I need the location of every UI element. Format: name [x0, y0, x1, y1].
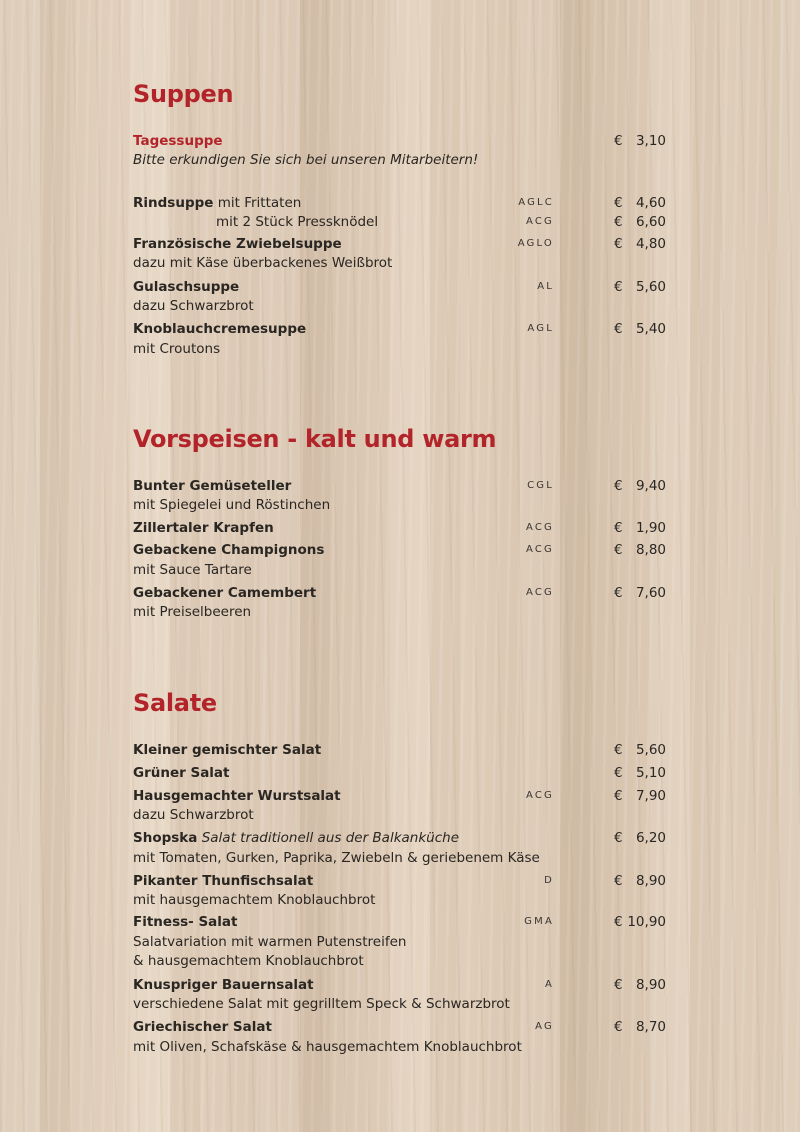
- allergen-codes: GMA: [524, 916, 554, 927]
- item-price: 7,60: [635, 585, 666, 601]
- menu-item-thunfischsalat: [133, 872, 313, 890]
- item-description: mit Sauce Tartare: [133, 562, 252, 578]
- item-name: Pikanter Thunfischsalat: [133, 873, 314, 889]
- menu-item-gemueseteller: [133, 477, 291, 495]
- currency: €: [614, 236, 623, 252]
- menu-item-champignons: [133, 541, 324, 559]
- item-name: Kleiner gemischter Salat: [133, 742, 322, 758]
- currency: €: [614, 788, 623, 804]
- menu-item-gruener-salat: [133, 764, 230, 782]
- menu-item-camembert: [133, 584, 316, 602]
- item-price: 4,60: [635, 195, 666, 211]
- menu-item-rindsuppe: [133, 194, 301, 212]
- currency: €: [614, 279, 623, 295]
- currency: €: [614, 765, 623, 781]
- section-heading-vorspeisen: Vorspeisen - kalt und warm: [133, 425, 497, 453]
- currency: €: [614, 830, 623, 846]
- item-price: 10,90: [627, 914, 666, 930]
- allergen-codes: A: [544, 979, 554, 990]
- menu-item-bauernsalat: [133, 976, 314, 994]
- item-price: 7,90: [635, 788, 666, 804]
- currency: €: [614, 520, 623, 536]
- currency: €: [614, 195, 623, 211]
- item-price: 3,10: [635, 133, 666, 149]
- item-name: Knoblauchcremesuppe: [133, 321, 307, 337]
- item-variant: mit 2 Stück Pressknödel: [216, 214, 379, 230]
- currency: €: [614, 585, 623, 601]
- currency: €: [614, 542, 623, 558]
- item-name: Gebackener Camembert: [133, 585, 317, 601]
- item-subtitle: Salat traditionell aus der Balkanküche: [201, 830, 460, 846]
- menu-item-knoblauchcremesuppe: [133, 320, 306, 338]
- currency: €: [614, 742, 623, 758]
- item-name: Knuspriger Bauernsalat: [133, 977, 314, 993]
- item-description: mit hausgemachtem Knoblauchbrot: [133, 892, 376, 908]
- currency: €: [614, 133, 623, 149]
- item-name: Zillertaler Krapfen: [133, 520, 274, 536]
- item-name: Griechischer Salat: [133, 1019, 272, 1035]
- item-price: 6,60: [635, 214, 666, 230]
- allergen-codes: AGLO: [517, 238, 554, 249]
- item-variant: mit Frittaten: [217, 195, 302, 211]
- item-description: mit Spiegelei und Röstinchen: [133, 497, 331, 513]
- item-price: 8,80: [635, 542, 666, 558]
- item-price: 8,70: [635, 1019, 666, 1035]
- currency: €: [614, 977, 623, 993]
- item-name: Bunter Gemüseteller: [133, 478, 292, 494]
- item-description: mit Oliven, Schafskäse & hausgemachtem Knoblauchbrot: [133, 1039, 522, 1055]
- allergen-codes: AGLC: [518, 197, 554, 208]
- item-name: Tagessuppe: [133, 133, 223, 149]
- allergen-codes: AGL: [527, 323, 554, 334]
- item-price: 6,20: [635, 830, 666, 846]
- item-description: dazu mit Käse überbackenes Weißbrot: [133, 255, 393, 271]
- currency: €: [614, 914, 623, 930]
- item-description: dazu Schwarzbrot: [133, 807, 254, 823]
- item-description: Salatvariation mit warmen Putenstreifen: [133, 934, 407, 950]
- item-price: 9,40: [635, 478, 666, 494]
- allergen-codes: ACG: [526, 522, 554, 533]
- item-name: Gulaschsuppe: [133, 279, 240, 295]
- item-name: Shopska: [133, 830, 198, 846]
- allergen-codes: D: [544, 875, 554, 886]
- item-description: & hausgemachtem Knoblauchbrot: [133, 953, 364, 969]
- currency: €: [614, 214, 623, 230]
- menu-item-fitness-salat: [133, 913, 237, 931]
- item-price: 5,60: [635, 279, 666, 295]
- item-name: Fitness- Salat: [133, 914, 238, 930]
- section-heading-suppen: Suppen: [133, 80, 234, 108]
- menu-item-krapfen: [133, 519, 274, 537]
- item-name: Grüner Salat: [133, 765, 230, 781]
- item-price: 5,10: [635, 765, 666, 781]
- currency: €: [614, 321, 623, 337]
- allergen-codes: ACG: [526, 790, 554, 801]
- item-description: dazu Schwarzbrot: [133, 298, 254, 314]
- allergen-codes: CGL: [527, 480, 554, 491]
- allergen-codes: AL: [537, 281, 554, 292]
- menu-item-shopska: [133, 829, 459, 847]
- allergen-codes: AG: [535, 1021, 554, 1032]
- section-heading-salate: Salate: [133, 689, 217, 717]
- currency: €: [614, 478, 623, 494]
- allergen-codes: ACG: [526, 587, 554, 598]
- allergen-codes: ACG: [526, 544, 554, 555]
- item-note: Bitte erkundigen Sie sich bei unseren Mitarbeitern!: [133, 152, 479, 168]
- currency: €: [614, 873, 623, 889]
- item-description: mit Preiselbeeren: [133, 604, 252, 620]
- item-price: 8,90: [635, 977, 666, 993]
- item-name: Gebackene Champignons: [133, 542, 325, 558]
- item-price: 1,90: [635, 520, 666, 536]
- menu-item-gulaschsuppe: [133, 278, 239, 296]
- item-price: 5,40: [635, 321, 666, 337]
- item-name: Hausgemachter Wurstsalat: [133, 788, 341, 804]
- menu-item-griechischer-salat: [133, 1018, 272, 1036]
- item-price: 8,90: [635, 873, 666, 889]
- item-name: Französische Zwiebelsuppe: [133, 236, 342, 252]
- menu-item-wurstsalat: [133, 787, 341, 805]
- item-description: verschiedene Salat mit gegrilltem Speck & Schwarzbrot: [133, 996, 510, 1012]
- item-description: mit Croutons: [133, 341, 221, 357]
- item-description: mit Tomaten, Gurken, Paprika, Zwiebeln & geriebenem Käse: [133, 850, 540, 866]
- menu-item-zwiebelsuppe: [133, 235, 342, 253]
- menu-item-kleiner-salat: [133, 741, 321, 759]
- item-name: Rindsuppe: [133, 195, 214, 211]
- menu-item-tagessuppe: [133, 132, 223, 150]
- currency: €: [614, 1019, 623, 1035]
- item-price: 5,60: [635, 742, 666, 758]
- item-price: 4,80: [635, 236, 666, 252]
- allergen-codes: ACG: [526, 216, 554, 227]
